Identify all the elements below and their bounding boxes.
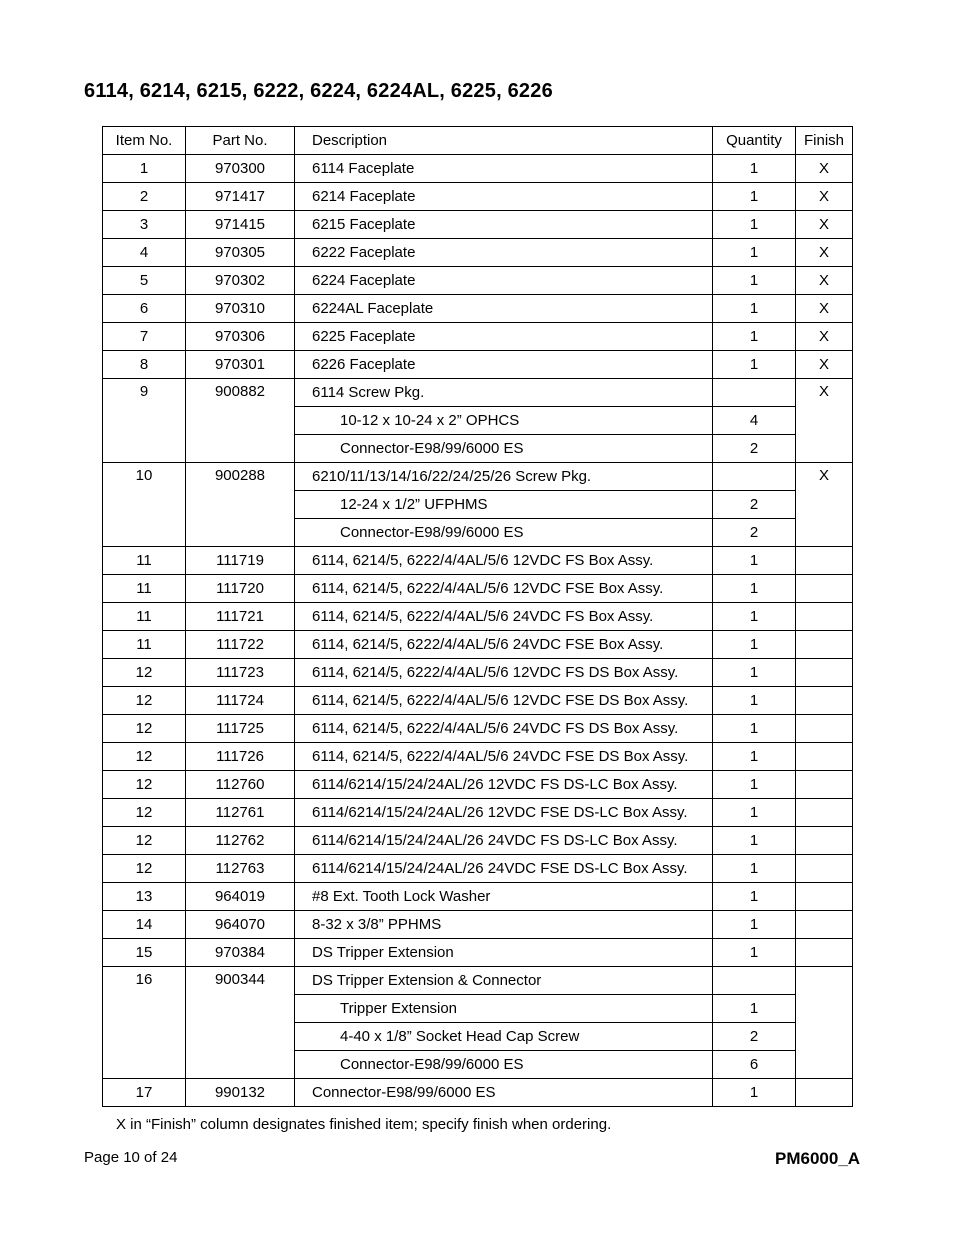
finish-cell: X [796,211,853,239]
quantity-cell: 1 [713,743,796,771]
finish-cell [796,715,853,743]
table-header-row [103,127,853,155]
quantity-cell: 1 [713,183,796,211]
table-row [103,967,853,995]
finish-cell: X [796,295,853,323]
quantity-cell: 1 [713,1079,796,1107]
item-no-cell: 6 [103,295,186,323]
description-cell: 6214 Faceplate [295,183,713,211]
quantity-cell: 4 [713,407,796,435]
quantity-cell: 1 [713,323,796,351]
part-no-cell: 111724 [186,687,295,715]
column-header-quantity: Quantity [713,127,796,155]
part-no-cell: 971415 [186,211,295,239]
description-cell: Connector-E98/99/6000 ES [295,435,713,463]
column-header-description: Description [295,127,713,155]
description-cell: 6114/6214/15/24/24AL/26 12VDC FSE DS-LC Box Assy. [295,799,713,827]
table-row [103,575,853,603]
part-no-cell: 111719 [186,547,295,575]
quantity-cell: 1 [713,211,796,239]
quantity-cell: 1 [713,631,796,659]
part-no-cell: 970301 [186,351,295,379]
quantity-cell: 1 [713,603,796,631]
finish-cell [796,575,853,603]
part-no-cell: 970305 [186,239,295,267]
finish-cell [796,911,853,939]
quantity-cell: 1 [713,939,796,967]
finish-cell: X [796,155,853,183]
quantity-cell: 1 [713,155,796,183]
item-no-cell: 7 [103,323,186,351]
part-no-cell: 111721 [186,603,295,631]
description-cell: 6224 Faceplate [295,267,713,295]
description-cell: Connector-E98/99/6000 ES [295,1079,713,1107]
quantity-cell [713,967,796,995]
table-row [103,603,853,631]
finish-cell [796,771,853,799]
part-no-cell: 111723 [186,659,295,687]
part-no-cell: 970306 [186,323,295,351]
quantity-cell: 1 [713,995,796,1023]
part-no-cell: 900882 [186,379,295,463]
part-no-cell: 990132 [186,1079,295,1107]
description-cell: 4-40 x 1/8” Socket Head Cap Screw [295,1023,713,1051]
part-no-cell: 964019 [186,883,295,911]
part-no-cell: 111720 [186,575,295,603]
item-no-cell: 11 [103,575,186,603]
quantity-cell: 1 [713,827,796,855]
part-no-cell: 112761 [186,799,295,827]
table-row [103,939,853,967]
item-no-cell: 2 [103,183,186,211]
description-cell: 6114, 6214/5, 6222/4/4AL/5/6 12VDC FS Box Assy. [295,547,713,575]
quantity-cell: 1 [713,799,796,827]
finish-cell: X [796,379,853,463]
description-cell: 6224AL Faceplate [295,295,713,323]
item-no-cell: 16 [103,967,186,1079]
item-no-cell: 11 [103,603,186,631]
description-cell: 10-12 x 10-24 x 2” OPHCS [295,407,713,435]
part-no-cell: 112763 [186,855,295,883]
table-row [103,267,853,295]
description-cell: 6114, 6214/5, 6222/4/4AL/5/6 12VDC FS DS Box Assy. [295,659,713,687]
item-no-cell: 14 [103,911,186,939]
table-row [103,827,853,855]
quantity-cell [713,379,796,407]
part-no-cell: 112762 [186,827,295,855]
item-no-cell: 4 [103,239,186,267]
quantity-cell: 1 [713,239,796,267]
table-row [103,211,853,239]
description-cell: 6114/6214/15/24/24AL/26 12VDC FS DS-LC Box Assy. [295,771,713,799]
item-no-cell: 5 [103,267,186,295]
description-cell: 6114 Screw Pkg. [295,379,713,407]
item-no-cell: 12 [103,659,186,687]
item-no-cell: 12 [103,771,186,799]
description-cell: 6114, 6214/5, 6222/4/4AL/5/6 24VDC FS Box Assy. [295,603,713,631]
description-cell: 6114, 6214/5, 6222/4/4AL/5/6 24VDC FS DS Box Assy. [295,715,713,743]
quantity-cell: 6 [713,1051,796,1079]
page-title: 6114, 6214, 6215, 6222, 6224, 6224AL, 6225, 6226 [84,80,553,102]
item-no-cell: 17 [103,1079,186,1107]
part-no-cell: 111725 [186,715,295,743]
item-no-cell: 12 [103,827,186,855]
table-row [103,631,853,659]
document-code: PM6000_A [775,1149,861,1168]
item-no-cell: 11 [103,631,186,659]
table-row [103,547,853,575]
quantity-cell: 1 [713,883,796,911]
finish-cell: X [796,267,853,295]
part-no-cell: 111722 [186,631,295,659]
finish-cell: X [796,183,853,211]
quantity-cell: 2 [713,1023,796,1051]
item-no-cell: 11 [103,547,186,575]
quantity-cell: 1 [713,547,796,575]
part-no-cell: 900344 [186,967,295,1079]
item-no-cell: 12 [103,799,186,827]
parts-table [102,126,853,1107]
description-cell: Connector-E98/99/6000 ES [295,1051,713,1079]
quantity-cell: 1 [713,351,796,379]
item-no-cell: 1 [103,155,186,183]
finish-cell: X [796,239,853,267]
quantity-cell: 1 [713,911,796,939]
item-no-cell: 12 [103,715,186,743]
description-cell: 8-32 x 3/8” PPHMS [295,911,713,939]
description-cell: Tripper Extension [295,995,713,1023]
part-no-cell: 971417 [186,183,295,211]
table-row [103,183,853,211]
column-header-part-no: Part No. [186,127,295,155]
finish-cell [796,939,853,967]
finish-cell [796,855,853,883]
table-row [103,155,853,183]
part-no-cell: 900288 [186,463,295,547]
description-cell: DS Tripper Extension [295,939,713,967]
description-cell: 6114, 6214/5, 6222/4/4AL/5/6 12VDC FSE DS Box Assy. [295,687,713,715]
table-row [103,771,853,799]
finish-footnote: X in “Finish” column designates finished item; specify finish when ordering. [116,1116,612,1133]
finish-cell [796,743,853,771]
description-cell: #8 Ext. Tooth Lock Washer [295,883,713,911]
quantity-cell: 1 [713,771,796,799]
part-no-cell: 964070 [186,911,295,939]
description-cell: 6225 Faceplate [295,323,713,351]
description-cell: 6114/6214/15/24/24AL/26 24VDC FS DS-LC Box Assy. [295,827,713,855]
table-row [103,687,853,715]
finish-cell [796,883,853,911]
description-cell: 12-24 x 1/2” UFPHMS [295,491,713,519]
item-no-cell: 3 [103,211,186,239]
item-no-cell: 12 [103,743,186,771]
finish-cell: X [796,323,853,351]
description-cell: 6114, 6214/5, 6222/4/4AL/5/6 24VDC FSE Box Assy. [295,631,713,659]
description-cell: DS Tripper Extension & Connector [295,967,713,995]
description-cell: 6114/6214/15/24/24AL/26 24VDC FSE DS-LC Box Assy. [295,855,713,883]
description-cell: 6210/11/13/14/16/22/24/25/26 Screw Pkg. [295,463,713,491]
part-no-cell: 970310 [186,295,295,323]
table-row [103,659,853,687]
parts-table-body [103,155,853,1107]
item-no-cell: 13 [103,883,186,911]
quantity-cell: 1 [713,295,796,323]
table-row [103,799,853,827]
quantity-cell: 2 [713,519,796,547]
table-row [103,239,853,267]
finish-cell: X [796,463,853,547]
quantity-cell: 1 [713,855,796,883]
quantity-cell [713,463,796,491]
column-header-finish: Finish [796,127,853,155]
table-row [103,379,853,407]
quantity-cell: 2 [713,491,796,519]
part-no-cell: 112760 [186,771,295,799]
quantity-cell: 1 [713,575,796,603]
description-cell: 6114, 6214/5, 6222/4/4AL/5/6 24VDC FSE DS Box Assy. [295,743,713,771]
item-no-cell: 15 [103,939,186,967]
table-row [103,715,853,743]
finish-cell [796,631,853,659]
quantity-cell: 1 [713,687,796,715]
finish-cell [796,827,853,855]
finish-cell [796,799,853,827]
table-row [103,743,853,771]
description-cell: 6114 Faceplate [295,155,713,183]
description-cell: 6222 Faceplate [295,239,713,267]
description-cell: 6114, 6214/5, 6222/4/4AL/5/6 12VDC FSE Box Assy. [295,575,713,603]
quantity-cell: 1 [713,715,796,743]
table-row [103,323,853,351]
item-no-cell: 8 [103,351,186,379]
item-no-cell: 10 [103,463,186,547]
finish-cell [796,1079,853,1107]
quantity-cell: 1 [713,267,796,295]
item-no-cell: 12 [103,687,186,715]
table-row [103,1079,853,1107]
table-row [103,463,853,491]
table-row [103,883,853,911]
part-no-cell: 970302 [186,267,295,295]
part-no-cell: 970384 [186,939,295,967]
finish-cell [796,967,853,1079]
finish-cell: X [796,351,853,379]
table-row [103,855,853,883]
finish-cell [796,687,853,715]
finish-cell [796,659,853,687]
table-row [103,295,853,323]
item-no-cell: 12 [103,855,186,883]
finish-cell [796,547,853,575]
description-cell: 6215 Faceplate [295,211,713,239]
description-cell: 6226 Faceplate [295,351,713,379]
page-number: Page 10 of 24 [84,1149,178,1166]
finish-cell [796,603,853,631]
item-no-cell: 9 [103,379,186,463]
description-cell: Connector-E98/99/6000 ES [295,519,713,547]
quantity-cell: 2 [713,435,796,463]
table-row [103,351,853,379]
quantity-cell: 1 [713,659,796,687]
table-row [103,911,853,939]
column-header-item-no: Item No. [103,127,186,155]
part-no-cell: 111726 [186,743,295,771]
part-no-cell: 970300 [186,155,295,183]
